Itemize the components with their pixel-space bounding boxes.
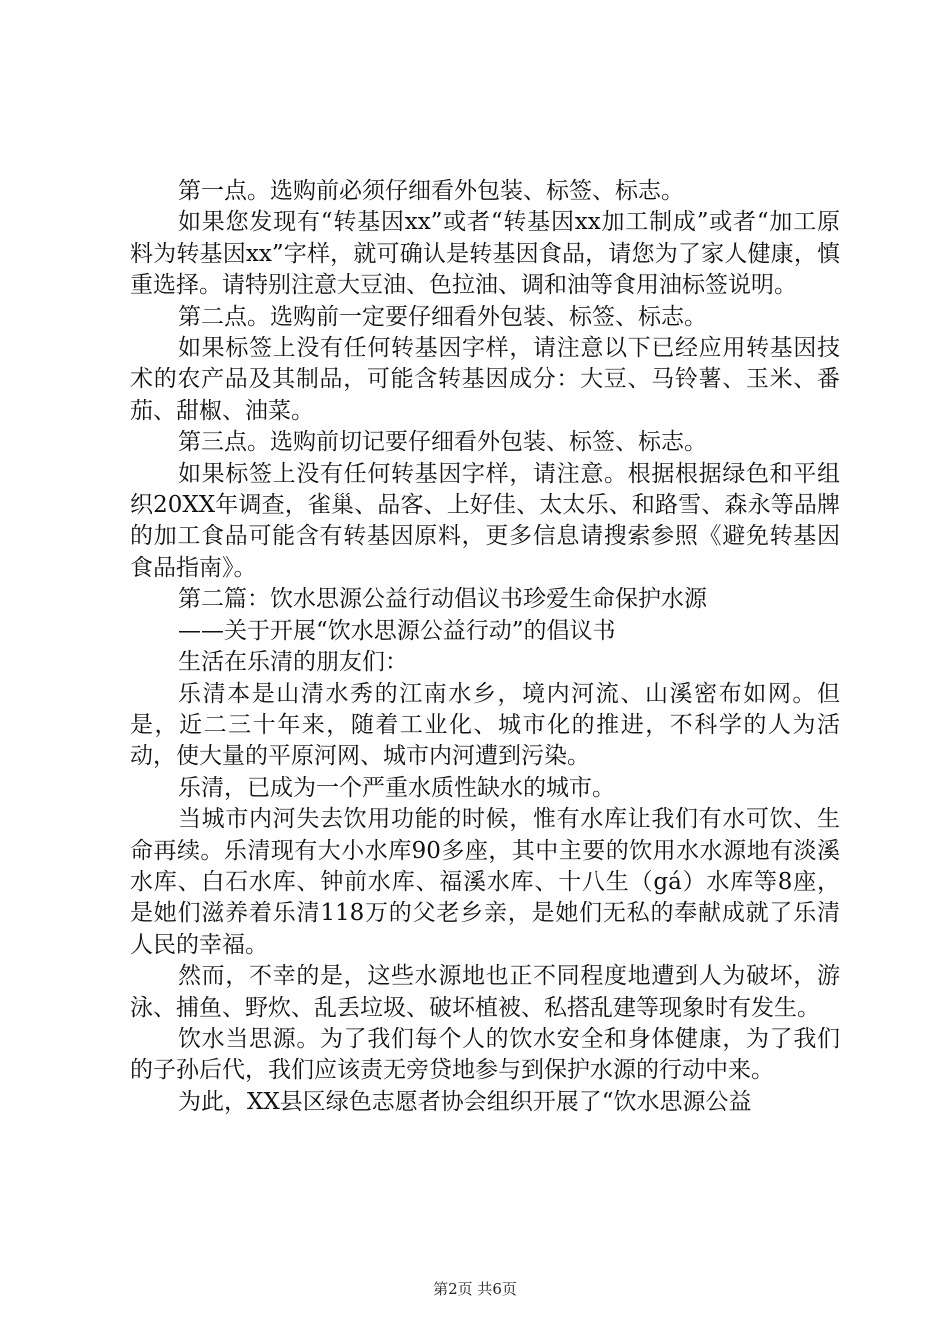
salutation: 生活在乐清的朋友们： — [178, 649, 408, 676]
section-subtitle: ——关于开展“饮水思源公益行动”的倡议书 — [178, 617, 616, 644]
paragraph-point-two-body: 如果标签上没有任何转基因字样，请注意以下已经应用转基因技术的农产品及其制品，可能含转基因成分：大豆、马铃薯、玉米、番茄、甜椒、油菜。 — [130, 335, 840, 424]
paragraph-water-shortage: 乐清，已成为一个严重水质性缺水的城市。 — [178, 774, 615, 801]
section-title: 第二篇：饮水思源公益行动倡议书珍爱生命保护水源 — [178, 586, 707, 613]
page-number-footer: 第2页 共6页 — [433, 1280, 517, 1298]
paragraph-damage: 然而，不幸的是，这些水源地也正不同程度地遭到人为破坏，游泳、捕鱼、野炊、乱丢垃圾、破坏植被、私搭乱建等现象时有发生。 — [130, 963, 840, 1021]
paragraph-point-one-heading: 第一点。选购前必须仔细看外包装、标签、标志。 — [178, 178, 684, 204]
paragraph-point-three-heading: 第三点。选购前切记要仔细看外包装、标签、标志。 — [178, 429, 707, 456]
paragraph-reservoirs: 当城市内河失去饮用功能的时候，惟有水库让我们有水可饮、生命再续。乐清现有大小水库90多座，其中主要的饮用水水源地有淡溪水库、白石水库、钟前水库、福溪水库、十八生（gá）水库等8座，是她们滋养着乐清118万的父老乡亲，是她们无私的奉献成就了乐清人民的幸福。 — [130, 806, 840, 958]
paragraph-background: 乐清本是山清水秀的江南水乡，境内河流、山溪密布如网。但是，近二三十年来，随着工业化、城市化的推进，不科学的人为活动，使大量的平原河网、城市内河遭到污染。 — [130, 680, 840, 770]
paragraph-call-to-action: 饮水当思源。为了我们每个人的饮水安全和身体健康，为了我们的子孙后代，我们应该责无旁贷地参与到保护水源的行动中来。 — [130, 1025, 840, 1084]
paragraph-initiative: 为此，XX县区绿色志愿者协会组织开展了“饮水思源公益 — [178, 1088, 752, 1115]
paragraph-point-two-heading: 第二点。选购前一定要仔细看外包装、标签、标志。 — [178, 303, 707, 330]
paragraph-point-one-body: 如果您发现有“转基因xx”或者“转基因xx加工制成”或者“加工原料为转基因xx”字样，就可确认是转基因食品，请您为了家人健康，慎重选择。请特别注意大豆油、色拉油、调和油等食用油标签说明。 — [130, 209, 840, 299]
document-body — [130, 176, 840, 1118]
paragraph-point-three-body: 如果标签上没有任何转基因字样，请注意。根据根据绿色和平组织20XX年调查，雀巢、品客、上好佳、太太乐、和路雪、森永等品牌的加工食品可能含有转基因原料，更多信息请搜索参照《避免转基因食品指南》。 — [130, 460, 840, 581]
